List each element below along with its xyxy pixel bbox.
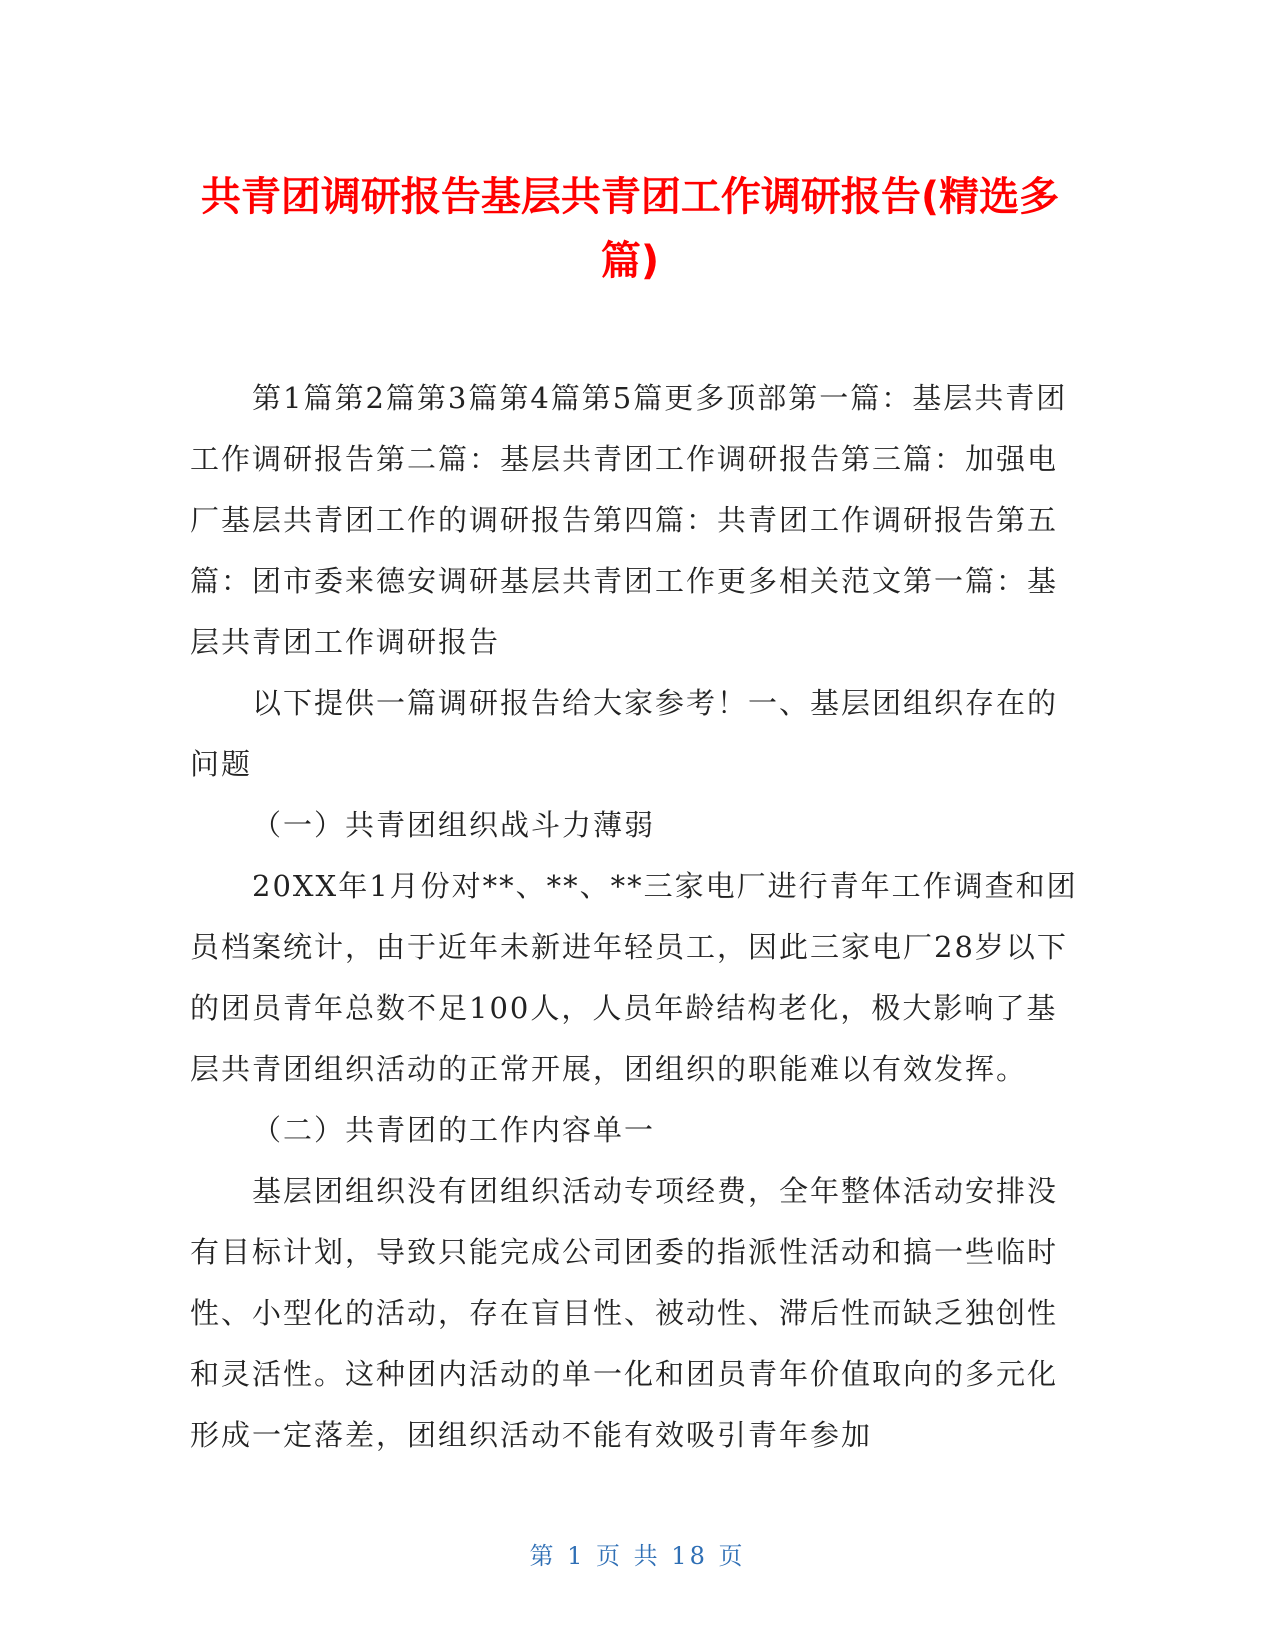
paragraph-intro: 以下提供一篇调研报告给大家参考！一、基层团组织存在的问题 (190, 686, 1059, 781)
paragraph-section-2: 基层团组织没有团组织活动专项经费，全年整体活动安排没有目标计划，导致只能完成公司团委的指派性活动和搞一些临时性、小型化的活动，存在盲目性、被动性、滞后性而缺乏独创性和灵活性。这种团内活动的单一化和团员青年价值取向的多元化形成一定落差，团组织活动不能有效吸引青年参加 (190, 1174, 1059, 1452)
paragraph-section-1: 20XX年1月份对**、**、**三家电厂进行青年工作调查和团员档案统计，由于近年未新进年轻员工，因此三家电厂28岁以下的团员青年总数不足100人，人员年龄结构老化，极大影响了基层共青团组织活动的正常开展，团组织的职能难以有效发挥。 (190, 869, 1078, 1086)
document-title: 共青团调研报告基层共青团工作调研报告(精选多篇) (200, 174, 1060, 284)
document-body (190, 368, 1080, 1466)
section-heading-1: （一）共青团组织战斗力薄弱 (252, 808, 656, 842)
paragraph-toc: 第1篇第2篇第3篇第4篇第5篇更多顶部第一篇：基层共青团工作调研报告第二篇：基层共青团工作调研报告第三篇：加强电厂基层共青团工作的调研报告第四篇：共青团工作调研报告第五篇：团市委来德安调研基层共青团工作更多相关范文第一篇：基层共青团工作调研报告 (190, 381, 1068, 659)
page-number-footer: 第 1 页 共 18 页 (529, 1542, 746, 1570)
section-heading-2: （二）共青团的工作内容单一 (252, 1113, 656, 1147)
